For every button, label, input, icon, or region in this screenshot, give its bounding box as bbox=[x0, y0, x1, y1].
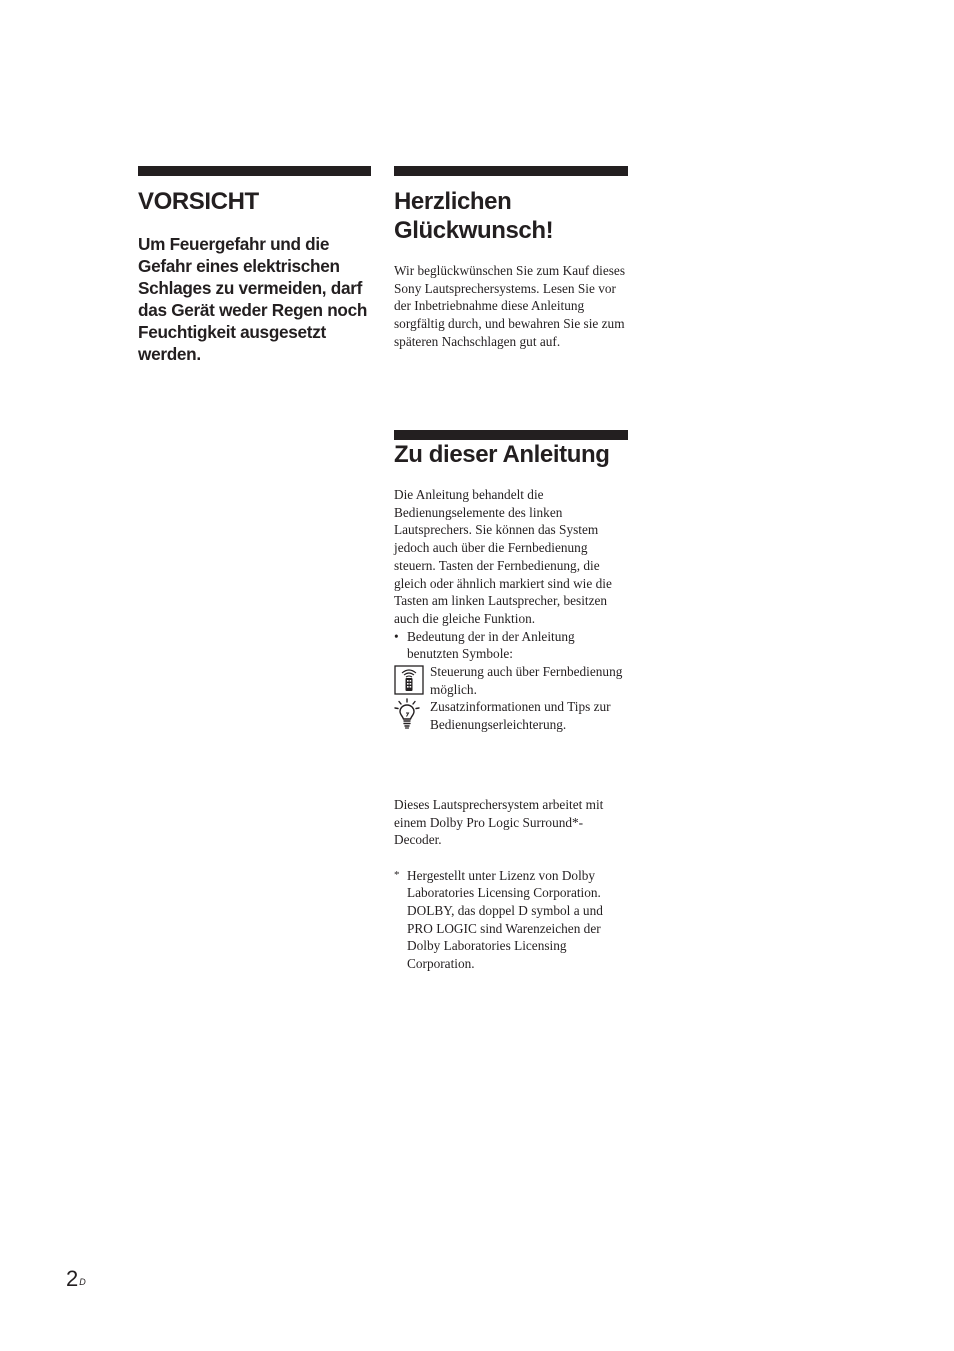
section-rule bbox=[394, 166, 628, 176]
manual-text: Die Anleitung behandelt die Bedienungselemente des linken Lautsprechers. Sie können das System jedoch auch über die Fernbedienung steuern. Tasten der Fernbedienung, die gleich oder ähnlich markiert sind wie die Tasten am linken Lautsprecher, besitzen auch die gleiche Funktion. bbox=[394, 487, 612, 626]
footnote bbox=[394, 867, 628, 973]
symbols-bullet bbox=[394, 628, 628, 663]
manual-section bbox=[394, 430, 628, 973]
lightbulb-icon bbox=[394, 698, 430, 733]
congrats-title-line1: Herzlichen bbox=[394, 188, 512, 215]
manual-title: Zu dieser Anleitung bbox=[394, 441, 610, 468]
section-rule bbox=[138, 166, 371, 176]
footnote-text: Hergestellt unter Lizenz von Dolby Laboratories Licensing Corporation. DOLBY, das doppel D symbol a und PRO LOGIC sind Warenzeichen der Dolby Laboratories Licensing Corporation. bbox=[407, 867, 603, 972]
congrats-section bbox=[394, 166, 628, 351]
remote-control-icon bbox=[394, 663, 430, 698]
warning-text: Um Feuergefahr und die Gefahr eines elektrischen Schlages zu vermeiden, darf das Gerät weder Regen noch Feuchtigkeit ausgesetzt werden. bbox=[138, 234, 368, 364]
section-rule bbox=[394, 430, 628, 440]
manual-body bbox=[394, 486, 628, 973]
page-number bbox=[66, 1264, 86, 1294]
congrats-text: Wir beglückwünschen Sie zum Kauf dieses Sony Lautsprechersystems. Lesen Sie vor der Inbetriebnahme diese Anleitung sorgfältig durch, und bewahren Sie sie zum späteren Nachschlagen gut auf. bbox=[394, 263, 625, 349]
bullet-text: Bedeutung der in der Anleitung benutzten Symbole: bbox=[407, 628, 575, 662]
symbol-text-remote: Steuerung auch über Fernbedienung möglich. bbox=[430, 664, 623, 697]
warning-section bbox=[138, 166, 371, 365]
page-number-value: 2 bbox=[66, 1266, 79, 1291]
symbol-row-tip bbox=[394, 698, 628, 733]
warning-title: VORSICHT bbox=[138, 188, 259, 215]
bullet-mark: • bbox=[394, 628, 399, 644]
footnote-mark: * bbox=[394, 868, 400, 881]
symbol-row-remote bbox=[394, 663, 628, 698]
dolby-text: Dieses Lautsprechersystem arbeitet mit einem Dolby Pro Logic Surround*-Decoder. bbox=[394, 796, 604, 848]
congrats-title bbox=[394, 187, 628, 245]
congrats-title-line2: Glückwunsch! bbox=[394, 217, 554, 244]
page-number-suffix: D bbox=[79, 1277, 86, 1287]
symbol-text-tip: Zusatzinformationen und Tips zur Bedienungserleichterung. bbox=[430, 699, 611, 733]
